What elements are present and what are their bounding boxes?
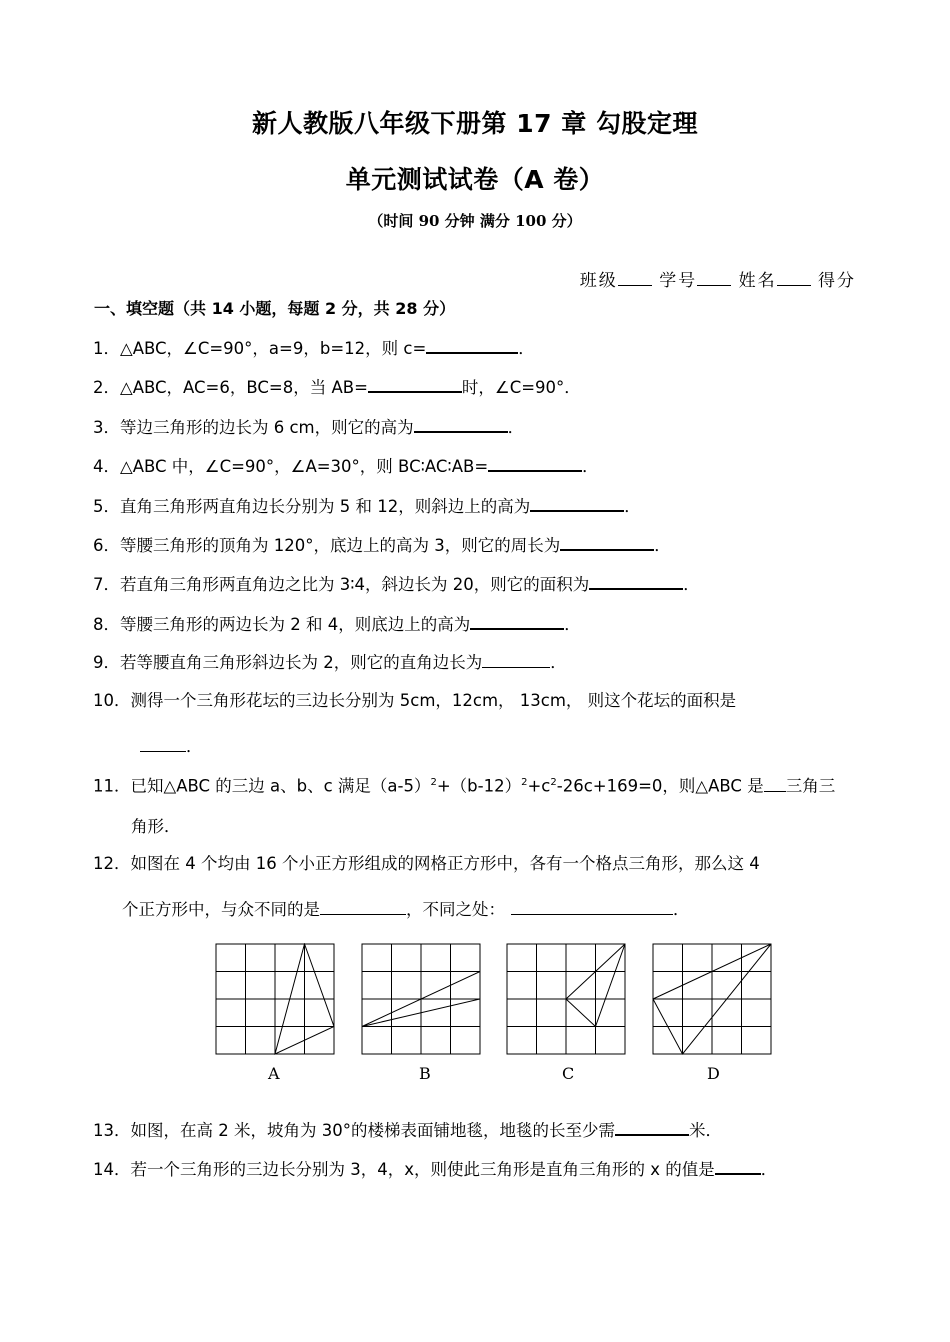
answer-blank-12b[interactable] xyxy=(511,896,673,915)
answer-blank-8[interactable] xyxy=(470,610,564,630)
time-score-note: （时间 90 分钟 满分 100 分） xyxy=(368,212,582,230)
answer-blank-7[interactable] xyxy=(589,570,683,590)
grid-figure-d xyxy=(652,943,774,1057)
question-1: 1．△ABC，∠C=90°，a=9，b=12，则 c= ． xyxy=(93,334,858,361)
question-4: 4．△ABC 中，∠C=90°，∠A=30°，则 BC∶AC∶AB= ． xyxy=(93,452,858,479)
answer-blank-1[interactable] xyxy=(426,334,518,354)
question-3: 3．等边三角形的边长为 6 cm，则它的高为 ． xyxy=(93,413,858,440)
grid-figure-c xyxy=(506,943,628,1057)
answer-blank-14[interactable] xyxy=(715,1155,761,1175)
grid-figure-b xyxy=(361,943,483,1057)
class-label: 班级 xyxy=(579,271,618,291)
answer-blank-13[interactable] xyxy=(615,1116,689,1136)
answer-blank-9[interactable] xyxy=(482,649,550,668)
page-subtitle: 单元测试试卷（A 卷） xyxy=(345,165,605,194)
section-title: 一、填空题（共 14 小题，每题 2 分，共 28 分） xyxy=(94,299,456,318)
answer-blank-10[interactable] xyxy=(140,733,186,752)
grid-label-c: C xyxy=(562,1064,575,1083)
grid-label-d: D xyxy=(707,1064,720,1083)
question-5: 5．直角三角形两直角边长分别为 5 和 12，则斜边上的高为 ． xyxy=(93,492,858,519)
question-6: 6．等腰三角形的顶角为 120°，底边上的高为 3，则它的周长为 ． xyxy=(93,531,858,558)
page-title: 新人教版八年级下册第 17 章 勾股定理 xyxy=(252,109,698,138)
answer-blank-5[interactable] xyxy=(530,492,624,512)
answer-blank-11[interactable] xyxy=(764,773,786,792)
answer-blank-6[interactable] xyxy=(560,531,654,551)
grid-label-b: B xyxy=(419,1064,431,1083)
question-7: 7．若直角三角形两直角边之比为 3∶4，斜边长为 20，则它的面积为 ． xyxy=(93,570,858,597)
question-14: 14．若一个三角形的三边长分别为 3，4，x，则使此三角形是直角三角形的 x 的值是 ． xyxy=(93,1155,858,1182)
name-blank[interactable] xyxy=(777,271,811,286)
class-blank[interactable] xyxy=(618,271,652,286)
question-12: 12．如图在 4 个均由 16 个小正方形组成的网格正方形中，各有一个格点三角形，那么这 4 xyxy=(93,854,760,873)
student-info xyxy=(580,266,856,291)
score-label: 得分 xyxy=(818,271,856,291)
question-13: 13．如图，在高 2 米，坡角为 30°的楼梯表面铺地毯，地毯的长至少需 米． xyxy=(93,1116,858,1143)
question-10: 10．测得一个三角形花坛的三边长分别为 5cm，12cm， 13cm， 则这个花坛的面积是 xyxy=(93,691,737,710)
name-label: 姓名 xyxy=(738,271,777,291)
question-9: 9．若等腰直角三角形斜边长为 2，则它的直角边长为 ． xyxy=(93,649,858,675)
answer-blank-4[interactable] xyxy=(488,452,582,472)
grid-figure-a xyxy=(215,943,337,1057)
question-2: 2．△ABC，AC=6，BC=8，当 AB= 时，∠C=90°． xyxy=(93,373,858,400)
question-10-continued: ． xyxy=(140,733,203,757)
answer-blank-3[interactable] xyxy=(414,413,508,433)
student-no-label: 学号 xyxy=(659,271,698,291)
question-11: 11．已知△ABC 的三边 a、b、c 满足$(a-5)^2+(b-12)^2+c^2-26c+169=0$，则△ABC 是 三角三 xyxy=(93,771,858,799)
student-no-blank[interactable] xyxy=(697,271,731,286)
question-8: 8．等腰三角形的两边长为 2 和 4，则底边上的高为 ． xyxy=(93,610,858,637)
question-11-continued: 角形． xyxy=(131,817,181,836)
answer-blank-12a[interactable] xyxy=(320,896,406,915)
grid-label-a: A xyxy=(268,1064,280,1083)
answer-blank-2[interactable] xyxy=(368,373,462,393)
question-12-continued: 个正方形中，与众不同的是 ，不同之处： ． xyxy=(122,896,690,920)
